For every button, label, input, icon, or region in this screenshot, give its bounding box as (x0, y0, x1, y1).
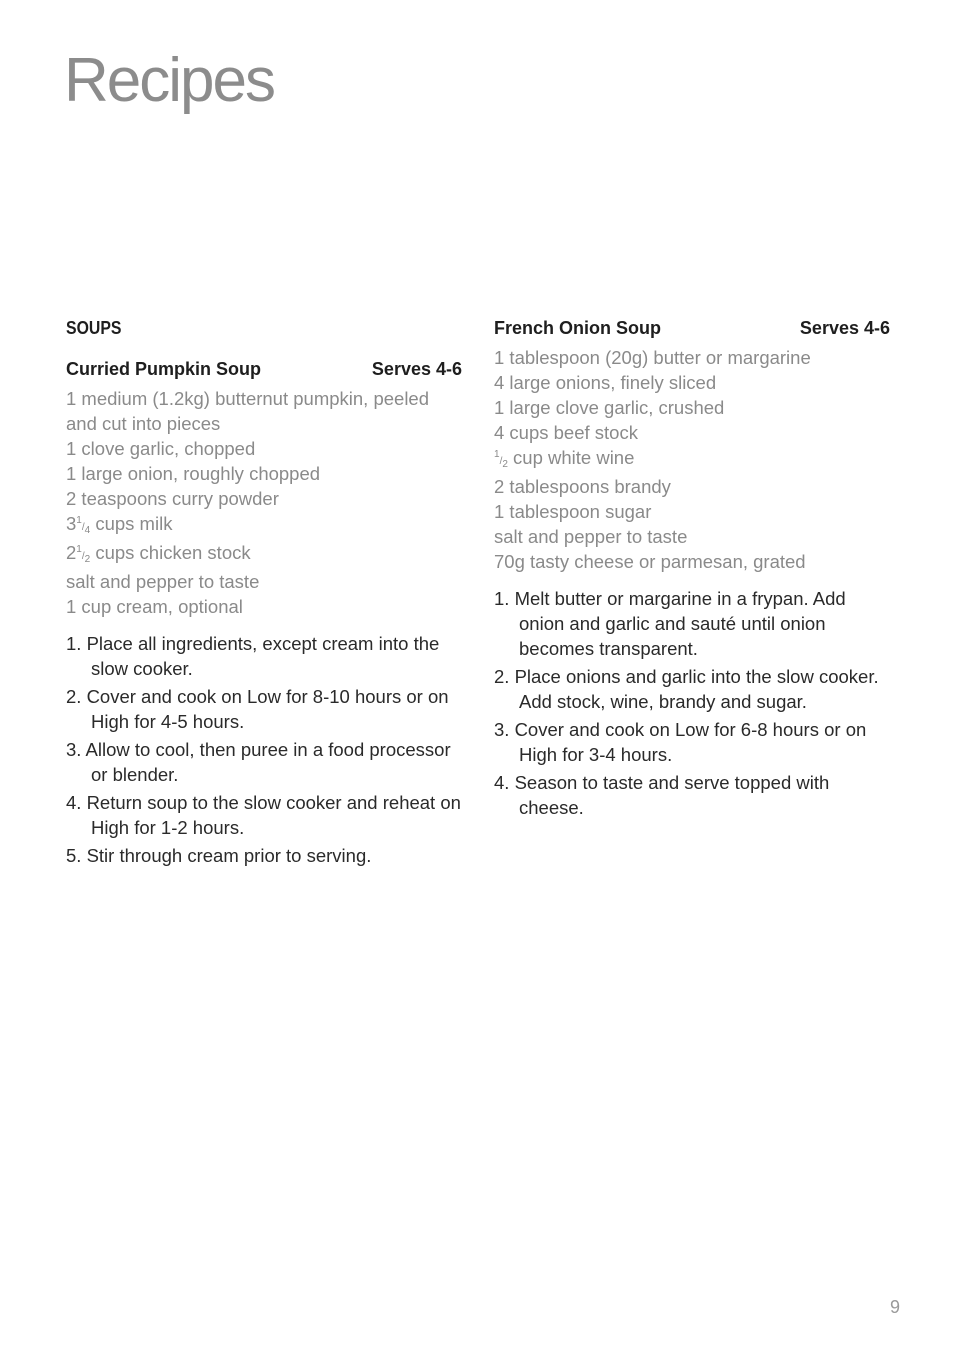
recipe-header (494, 316, 890, 341)
recipe-serves: Serves 4-6 (799, 318, 890, 338)
recipe-header (66, 357, 462, 382)
fraction: 1/2 (494, 449, 508, 470)
method-steps (494, 586, 890, 820)
recipe-column-right (494, 316, 890, 823)
fraction: 1/4 (76, 515, 91, 536)
method-step: 4. Return soup to the slow cooker and reheat on High for 1-2 hours. (66, 792, 461, 838)
method-step: 2. Place onions and garlic into the slow cooker. Add stock, wine, brandy and sugar. (494, 666, 879, 712)
ingredient-item: 4 cups beef stock (494, 422, 638, 443)
method-step: 3. Allow to cool, then puree in a food processor or blender. (66, 739, 451, 785)
ingredient-list (66, 386, 462, 619)
method-step: 4. Season to taste and serve topped with cheese. (494, 772, 830, 818)
ingredient-item: 1 medium (1.2kg) butternut pumpkin, peeled and cut into pieces (66, 388, 430, 434)
page-title: Recipes (64, 46, 274, 115)
section-heading: SOUPS (66, 318, 122, 338)
ingredient-item: 1 large onion, roughly chopped (66, 463, 321, 484)
ingredient-item: 1 clove garlic, chopped (66, 438, 256, 459)
ingredient-item: salt and pepper to taste (494, 526, 688, 547)
ingredient-item: 1 tablespoon (20g) butter or margarine (494, 347, 811, 368)
ingredient-item: 70g tasty cheese or parmesan, grated (494, 551, 806, 572)
ingredient-item: 1 cup cream, optional (66, 596, 243, 617)
recipe-serves: Serves 4-6 (371, 359, 462, 379)
method-step: 1. Melt butter or margarine in a frypan. Add onion and garlic and sauté until onion becomes transparent. (494, 588, 846, 659)
method-step: 5. Stir through cream prior to serving. (66, 845, 372, 866)
recipe-column-left (66, 316, 462, 871)
ingredient-list (494, 345, 890, 574)
page-number: 9 (889, 1297, 900, 1317)
ingredient-item: 2 tablespoons brandy (494, 476, 671, 497)
ingredient-item: 1/2 cup white wine (494, 447, 635, 470)
method-step: 2. Cover and cook on Low for 8-10 hours or on High for 4-5 hours. (66, 686, 449, 732)
recipe-name: Curried Pumpkin Soup (66, 359, 262, 379)
ingredient-item: 4 large onions, finely sliced (494, 372, 717, 393)
ingredient-item: 1 tablespoon sugar (494, 501, 652, 522)
ingredient-item: 31/4 cups milk (66, 513, 173, 536)
method-step: 3. Cover and cook on Low for 6-8 hours or on High for 3-4 hours. (494, 719, 867, 765)
method-step: 1. Place all ingredients, except cream into the slow cooker. (66, 633, 440, 679)
ingredient-item: 21/2 cups chicken stock (66, 542, 251, 565)
method-steps (66, 631, 462, 868)
ingredient-item: 1 large clove garlic, crushed (494, 397, 725, 418)
recipe-name: French Onion Soup (494, 318, 661, 338)
fraction: 1/2 (76, 544, 91, 565)
ingredient-item: salt and pepper to taste (66, 571, 260, 592)
ingredient-item: 2 teaspoons curry powder (66, 488, 279, 509)
